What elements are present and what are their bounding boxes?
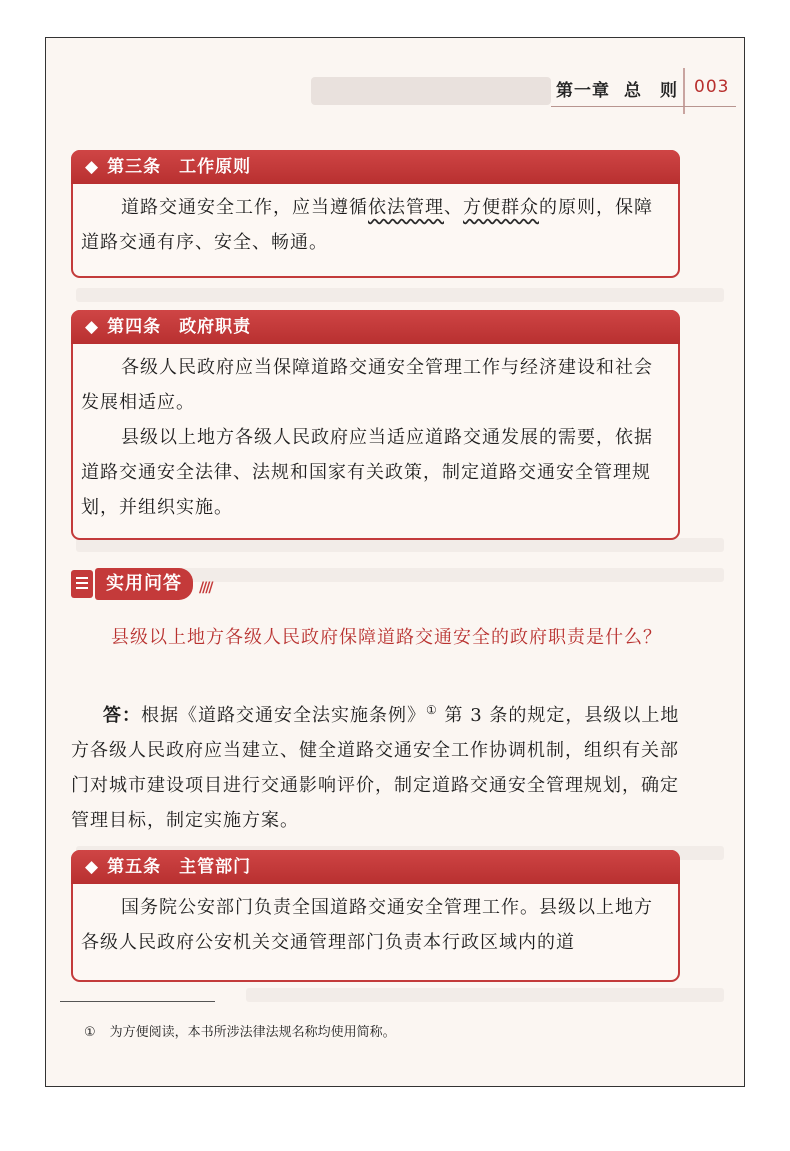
article-paragraph: 道路交通安全工作，应当遵循依法管理、方便群众的原则，保障道路交通有序、安全、畅通。 (81, 197, 653, 253)
page-number: 003 (694, 77, 730, 97)
article-paragraph: 国务院公安部门负责全国道路交通安全管理工作。县级以上地方各级人民政府公安机关交通管理部门负责本行政区域内的道 (81, 897, 653, 953)
diamond-icon: ◆ (85, 857, 100, 877)
footnote-rule (60, 1001, 215, 1002)
footnote-mark: ① (84, 1025, 96, 1040)
diamond-icon: ◆ (85, 157, 100, 177)
bleed-through-texture (246, 988, 724, 1002)
article-title-bar (71, 850, 680, 884)
document-icon (71, 570, 93, 598)
article-title-bar (71, 150, 680, 184)
header-rule (551, 106, 736, 107)
slash-decoration-icon: //// (199, 580, 212, 596)
article-paragraph: 各级人民政府应当保障道路交通安全管理工作与经济建设和社会发展相适应。 (81, 357, 653, 413)
footnote (84, 1021, 396, 1040)
article-title: 政府职责 (179, 317, 252, 337)
chapter-heading (556, 76, 692, 101)
chapter-title: 总 则 (624, 81, 678, 101)
article-title-bar (71, 310, 680, 344)
qa-question: 县级以上地方各级人民政府保障道路交通安全的政府职责是什么？ (111, 627, 662, 648)
article-number: 第三条 (107, 157, 162, 177)
article-paragraph: 县级以上地方各级人民政府应当适应道路交通发展的需要，依据道路交通安全法律、法规和国家有关政策，制定道路交通安全管理规划，并组织实施。 (81, 427, 653, 518)
article-box-4 (71, 310, 680, 540)
article-box-3 (71, 150, 680, 278)
qa-answer: 答：根据《道路交通安全法实施条例》① 第 3 条的规定，县级以上地方各级人民政府应当建立、健全道路交通安全工作协调机制，组织有关部门对城市建设项目进行交通影响评价，制定道路交通安全管理规划，确定管理目标，制定实施方案。 (71, 703, 680, 831)
header-divider (683, 68, 685, 114)
bleed-through-texture (76, 538, 724, 552)
footnote-text: 为方便阅读，本书所涉法律法规名称均使用简称。 (109, 1025, 396, 1040)
running-header (46, 68, 744, 112)
footnote-ref: ① (426, 703, 438, 717)
header-bleed-pill (311, 77, 551, 105)
qa-tag-label: 实用问答 (95, 568, 193, 600)
diamond-icon: ◆ (85, 317, 100, 337)
underlined-term: 依法管理 (368, 197, 444, 218)
article-title: 主管部门 (179, 857, 252, 877)
book-page (45, 37, 745, 1087)
chapter-number: 第一章 (556, 81, 610, 101)
article-number: 第五条 (107, 857, 162, 877)
answer-label: 答： (103, 705, 141, 726)
article-box-5 (71, 850, 680, 982)
bleed-through-texture (166, 568, 724, 582)
bleed-through-texture (76, 288, 724, 302)
underlined-term: 方便群众 (463, 197, 539, 218)
article-number: 第四条 (107, 317, 162, 337)
article-title: 工作原则 (179, 157, 252, 177)
